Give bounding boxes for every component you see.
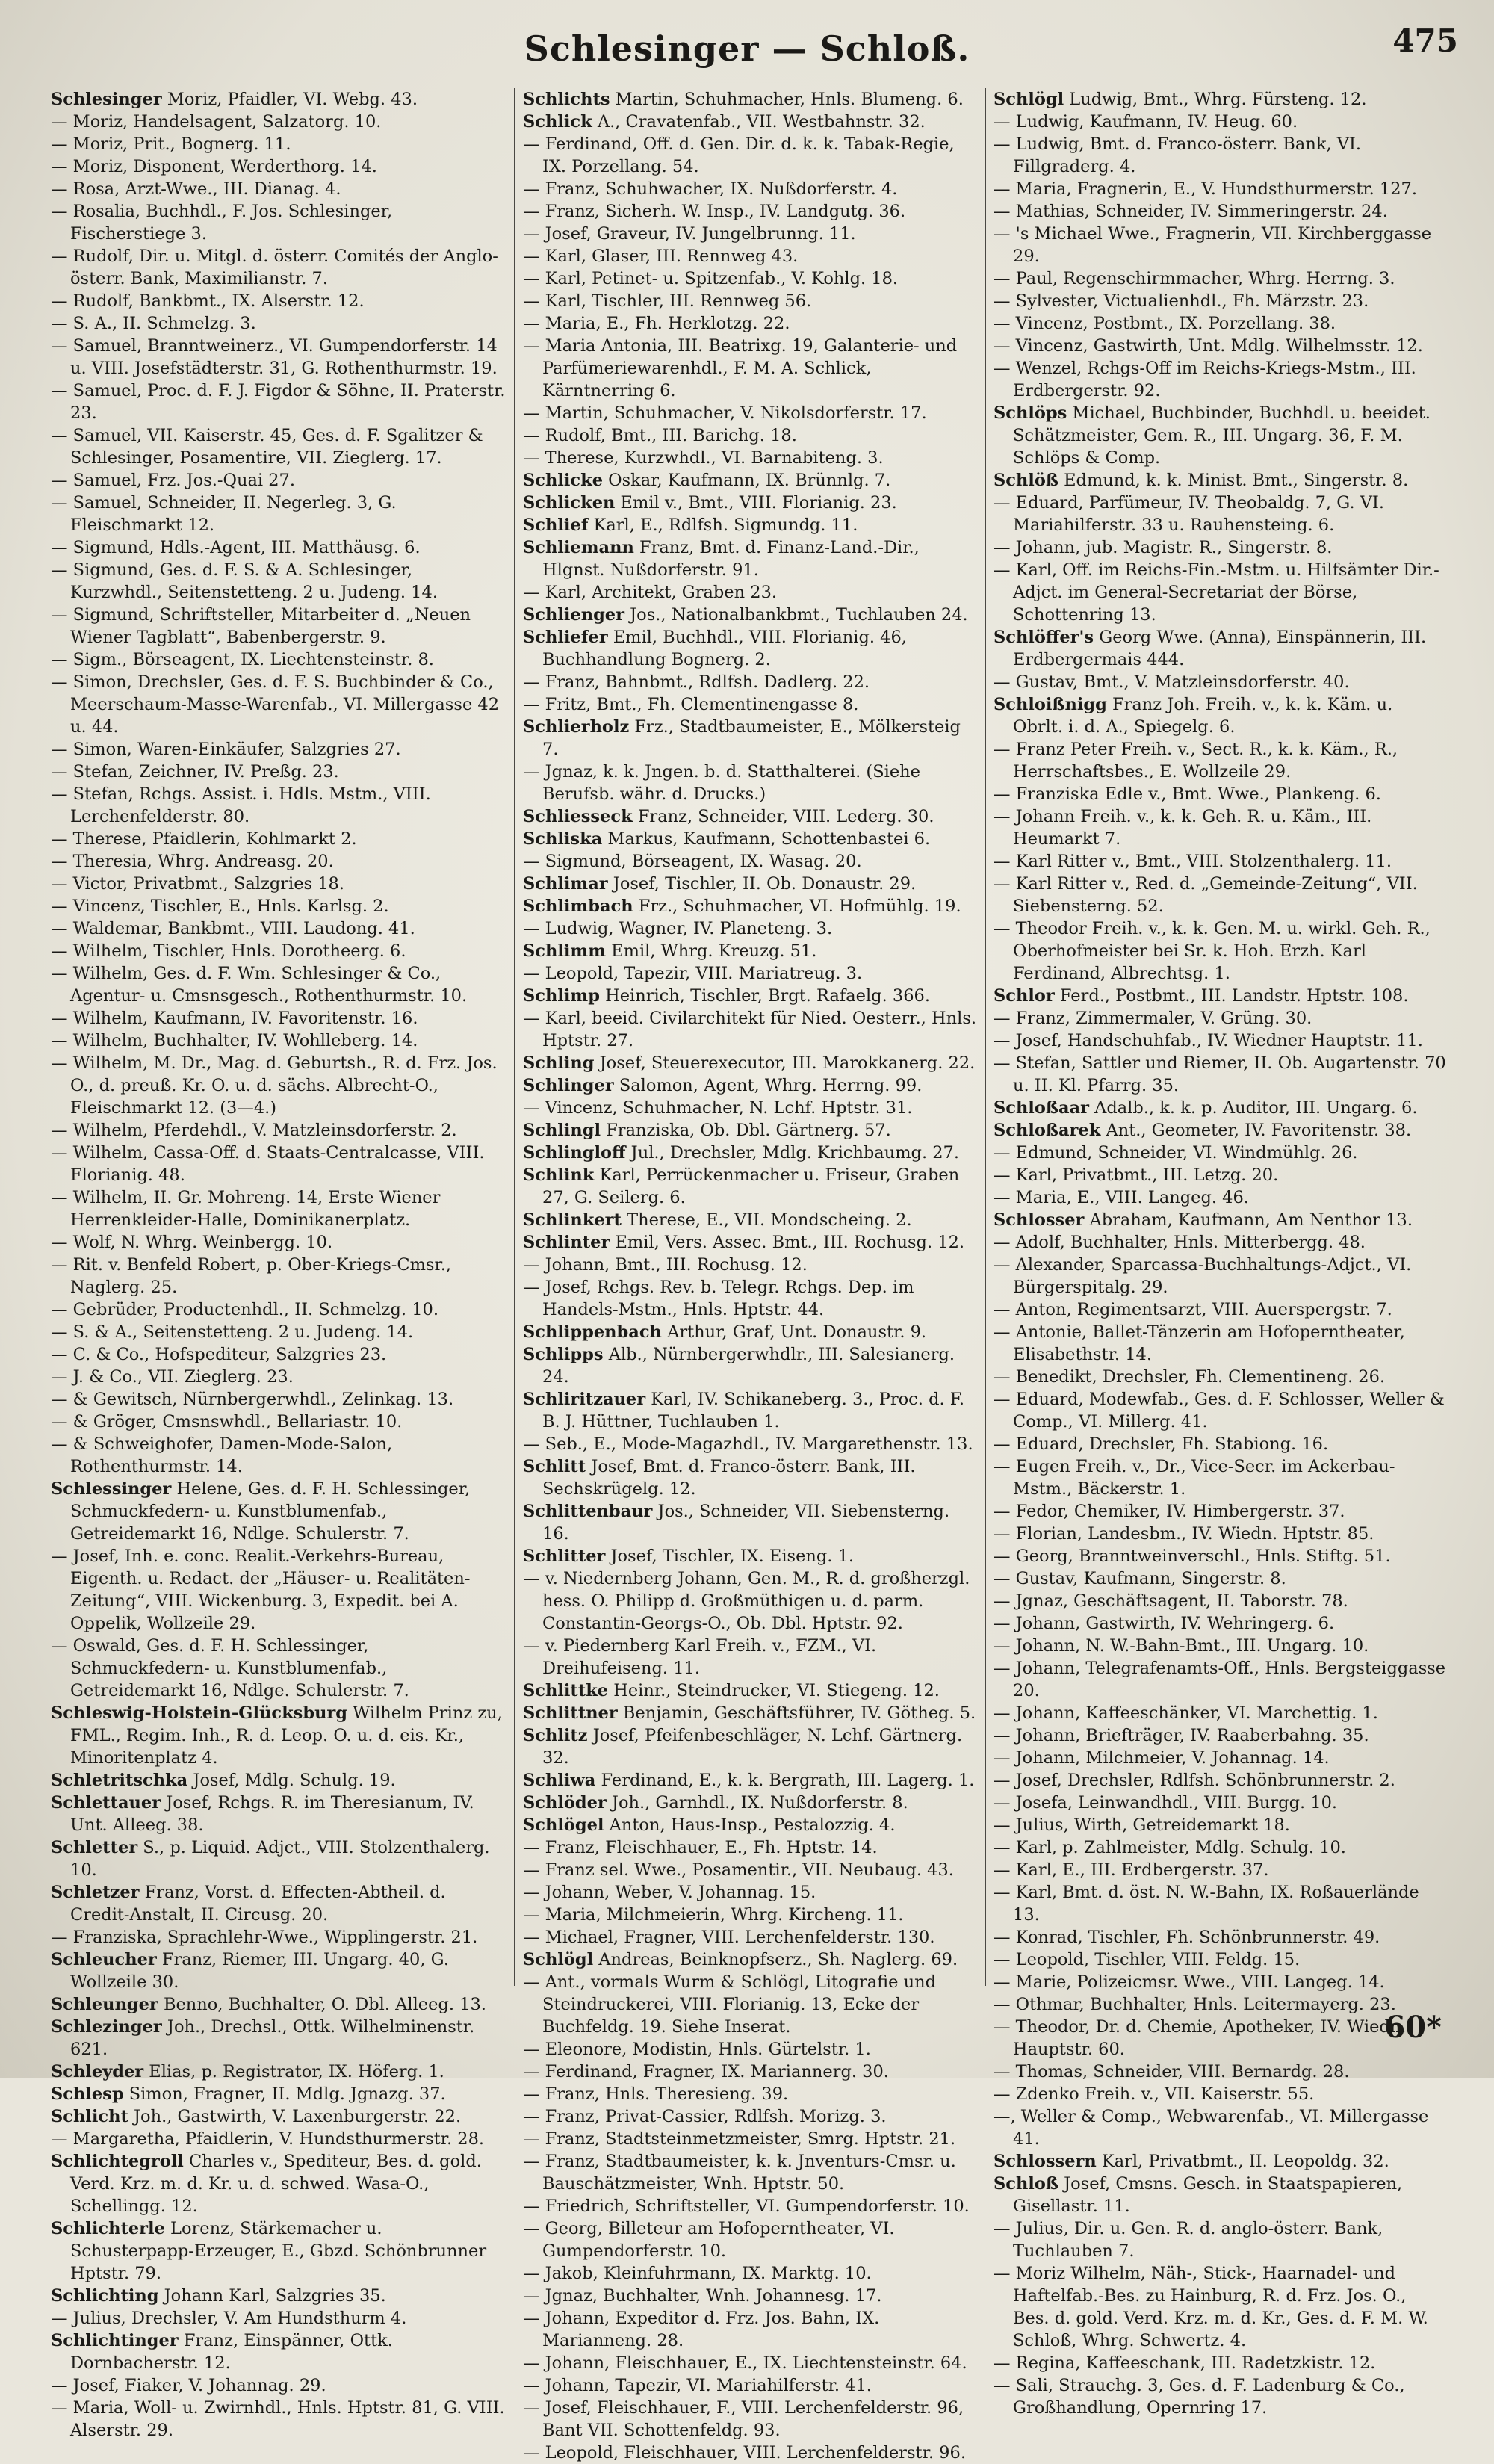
directory-entry: Schlingloff Jul., Drechsler, Mdlg. Krichbaumg. 27.: [523, 1143, 960, 1163]
directory-entry: — Franz, Schuhwacher, IX. Nußdorferstr. 4.: [523, 179, 898, 199]
directory-entry: — Paul, Regenschirmmacher, Whrg. Herrng. 3.: [994, 269, 1395, 288]
directory-entry: Schlicke Oskar, Kaufmann, IX. Brünnlg. 7.: [523, 471, 891, 490]
page-title: Schlesinger — Schloß.: [524, 28, 970, 69]
directory-entry: — Franz Peter Freih. v., Sect. R., k. k. Käm., R., Herrschaftsbes., E. Wollzeile 29.: [994, 740, 1398, 781]
directory-entry: — Mathias, Schneider, IV. Simmeringerstr. 24.: [994, 202, 1388, 221]
directory-entry: — Johann, Briefträger, IV. Raaberbahng. 35.: [994, 1726, 1369, 1745]
directory-entry: — Johann Freih. v., k. k. Geh. R. u. Käm., III. Heumarkt 7.: [994, 807, 1372, 849]
directory-entry: — Georg, Billeteur am Hofoperntheater, VI. Gumpendorferstr. 10.: [523, 2219, 895, 2261]
directory-entry: — Sylvester, Victualienhdl., Fh. Märzstr. 23.: [994, 291, 1369, 311]
directory-entry: — Stefan, Rchgs. Assist. i. Hdls. Mstm., VIII. Lerchenfelderstr. 80.: [51, 784, 431, 826]
directory-entry: Schlick A., Cravatenfab., VII. Westbahnstr. 32.: [523, 112, 926, 131]
directory-entry: — Rudolf, Bankbmt., IX. Alserstr. 12.: [51, 291, 365, 311]
directory-entry: — v. Niedernberg Johann, Gen. M., R. d. großherzgl. hess. O. Philipp d. Großmüthigen u. d. parm. Constantin-Georgs-O., Ob. Dbl. Hptstr. 92.: [523, 1569, 970, 1633]
directory-entry: — Johann, Milchmeier, V. Johannag. 14.: [994, 1748, 1330, 1768]
directory-entry: Schlief Karl, E., Rdlfsh. Sigmundg. 11.: [523, 516, 858, 535]
directory-entry: — Anton, Regimentsarzt, VIII. Auerspergstr. 7.: [994, 1300, 1392, 1319]
directory-entry: — Karl, Glaser, III. Rennweg 43.: [523, 247, 799, 266]
directory-entry: — v. Piedernberg Karl Freih. v., FZM., VI. Dreihufeiseng. 11.: [523, 1636, 877, 1678]
directory-entry: — Franz, Stadtsteinmetzmeister, Smrg. Hptstr. 21.: [523, 2129, 956, 2149]
directory-entry: — Rudolf, Dir. u. Mitgl. d. österr. Comités der Anglo-österr. Bank, Maximilianstr. 7.: [51, 247, 498, 288]
directory-entry: Schlimbach Frz., Schuhmacher, VI. Hofmühlg. 19.: [523, 897, 961, 916]
directory-entry: — S. & A., Seitenstetteng. 2 u. Judeng. 14.: [51, 1322, 414, 1342]
directory-entry: Schlettauer Josef, Rchgs. R. im Theresianum, IV. Unt. Alleeg. 38.: [51, 1793, 474, 1835]
directory-entry: — Marie, Polizeicmsr. Wwe., VIII. Langeg. 14.: [994, 1972, 1385, 1992]
directory-entry: — Maria, Woll- u. Zwirnhdl., Hnls. Hptstr. 81, G. VIII. Alserstr. 29.: [51, 2398, 505, 2440]
directory-entry: Schloß Josef, Cmsns. Gesch. in Staatspapieren, Gisellastr. 11.: [994, 2174, 1403, 2216]
directory-entry: — Franziska Edle v., Bmt. Wwe., Plankeng. 6.: [994, 784, 1381, 804]
directory-entry: — Rosa, Arzt-Wwe., III. Dianag. 4.: [51, 179, 341, 199]
directory-entry: — Therese, Kurzwhdl., VI. Barnabiteng. 3.: [523, 448, 884, 468]
directory-entry: Schliwa Ferdinand, E., k. k. Bergrath, III. Lagerg. 1.: [523, 1771, 975, 1790]
directory-entry: — Wilhelm, Tischler, Hnls. Dorotheerg. 6.: [51, 941, 406, 961]
directory-entry: — Ludwig, Bmt. d. Franco-österr. Bank, VI. Fillgraderg. 4.: [994, 134, 1362, 176]
directory-entry: — & Gewitsch, Nürnbergerwhdl., Zelinkag. 13.: [51, 1390, 454, 1409]
directory-entry: — Gustav, Bmt., V. Matzleinsdorferstr. 40.: [994, 672, 1350, 692]
directory-entry: — Adolf, Buchhalter, Hnls. Mitterbergg. 48.: [994, 1233, 1366, 1252]
directory-entry: — Wilhelm, Kaufmann, IV. Favoritenstr. 16.: [51, 1009, 418, 1028]
directory-entry: Schlögl Andreas, Beinknopfserz., Sh. Naglerg. 69.: [523, 1950, 958, 1969]
directory-entry: Schlosser Abraham, Kaufmann, Am Nenthor 13.: [994, 1210, 1413, 1230]
directory-entry: Schlippenbach Arthur, Graf, Unt. Donaustr. 9.: [523, 1322, 927, 1342]
directory-entry: — Maria, E., VIII. Langeg. 46.: [994, 1188, 1249, 1207]
directory-entry: — Julius, Dir. u. Gen. R. d. anglo-österr. Bank, Tuchlauben 7.: [994, 2219, 1383, 2261]
directory-entry: — Franz, Stadtbaumeister, k. k. Jnventurs-Cmsr. u. Bauschätzmeister, Wnh. Hptstr. 50.: [523, 2152, 956, 2194]
directory-entry: Schlinger Salomon, Agent, Whrg. Herrng. 99.: [523, 1076, 923, 1095]
directory-entry: — Karl, Tischler, III. Rennweg 56.: [523, 291, 812, 311]
directory-entry: — Michael, Fragner, VIII. Lerchenfelderstr. 130.: [523, 1928, 935, 1947]
directory-entry: — Wilhelm, M. Dr., Mag. d. Geburtsh., R. d. Frz. Jos. O., d. preuß. Kr. O. u. d. sächs. Albrecht-O., Fleischmarkt 12. (3—4.): [51, 1053, 498, 1118]
directory-entry: — Karl Ritter v., Bmt., VIII. Stolzenthalerg. 11.: [994, 852, 1392, 871]
directory-entry: — Rit. v. Benfeld Robert, p. Ober-Kriegs-Cmsr., Naglerg. 25.: [51, 1255, 452, 1297]
directory-entry: Schloßaar Adalb., k. k. p. Auditor, III. Ungarg. 6.: [994, 1098, 1418, 1118]
directory-entry: — Regina, Kaffeeschank, III. Radetzkistr. 12.: [994, 2353, 1376, 2373]
directory-entry: — Ludwig, Wagner, IV. Planeteng. 3.: [523, 919, 833, 938]
directory-entry: Schlichterle Lorenz, Stärkemacher u. Schusterpapp-Erzeuger, E., Gbzd. Schönbrunner Hptstr. 79.: [51, 2219, 487, 2283]
directory-entry: Schlienger Jos., Nationalbankbmt., Tuchlauben 24.: [523, 605, 968, 625]
directory-entry: Schlitz Josef, Pfeifenbeschläger, N. Lchf. Gärtnerg. 32.: [523, 1726, 963, 1768]
directory-entry: Schlinter Emil, Vers. Assec. Bmt., III. Rochusg. 12.: [523, 1233, 965, 1252]
directory-entry: — Karl Ritter v., Red. d. „Gemeinde-Zeitung“, VII. Siebensterng. 52.: [994, 874, 1418, 916]
directory-entry: Schlingl Franziska, Ob. Dbl. Gärtnerg. 57.: [523, 1121, 891, 1140]
directory-entry: — Eleonore, Modistin, Hnls. Gürtelstr. 1.: [523, 2040, 871, 2059]
directory-entry: — Karl, E., III. Erdbergerstr. 37.: [994, 1860, 1269, 1880]
directory-entry: — Johann, Expeditor d. Frz. Jos. Bahn, IX. Marianneng. 28.: [523, 2309, 880, 2350]
directory-entry: — Vincenz, Postbmt., IX. Porzellang. 38.: [994, 314, 1336, 333]
directory-entry: — Florian, Landesbm., IV. Wiedn. Hptstr. 85.: [994, 1524, 1374, 1544]
directory-entry: — Ferdinand, Fragner, IX. Mariannerg. 30.: [523, 2062, 889, 2081]
directory-entry: — Karl, p. Zahlmeister, Mdlg. Schulg. 10.: [994, 1838, 1346, 1857]
directory-entry: — Wenzel, Rchgs-Off im Reichs-Kriegs-Mstm., III. Erdbergerstr. 92.: [994, 359, 1416, 400]
directory-entry: Schlesp Simon, Fragner, II. Mdlg. Jgnazg. 37.: [51, 2084, 446, 2104]
directory-entry: Schlitt Josef, Bmt. d. Franco-österr. Bank, III. Sechskrügelg. 12.: [523, 1457, 916, 1499]
directory-entry: — Friedrich, Schriftsteller, VI. Gumpendorferstr. 10.: [523, 2197, 970, 2216]
directory-entry: — J. & Co., VII. Zieglerg. 23.: [51, 1367, 294, 1387]
directory-entry: Schlicht Joh., Gastwirth, V. Laxenburgerstr. 22.: [51, 2107, 462, 2126]
directory-entry: — Johann, Weber, V. Johannag. 15.: [523, 1883, 816, 1902]
directory-entry: — Karl, Bmt. d. öst. N. W.-Bahn, IX. Roßauerlände 13.: [994, 1883, 1419, 1925]
directory-entry: — Johann, jub. Magistr. R., Singerstr. 8.: [994, 538, 1333, 557]
directory-entry: — Julius, Wirth, Getreidemarkt 18.: [994, 1816, 1290, 1835]
directory-entry: Schlessinger Helene, Ges. d. F. H. Schlessinger, Schmuckfedern- u. Kunstblumenfab., Getreidemarkt 16, Ndlge. Schulerstr. 7.: [51, 1479, 471, 1544]
directory-entry: Schlierholz Frz., Stadtbaumeister, E., Mölkersteig 7.: [523, 717, 961, 759]
directory-entry: Schletzer Franz, Vorst. d. Effecten-Abtheil. d. Credit-Anstalt, II. Circusg. 20.: [51, 1883, 446, 1925]
directory-entry: Schlesinger Moriz, Pfaidler, VI. Webg. 43.: [51, 90, 418, 109]
directory-entry: — Gustav, Kaufmann, Singerstr. 8.: [994, 1569, 1286, 1588]
page-header: [0, 18, 1494, 70]
directory-entry: — Samuel, Proc. d. F. J. Figdor & Söhne, II. Praterstr. 23.: [51, 381, 506, 423]
directory-entry: — Wilhelm, Ges. d. F. Wm. Schlesinger & Co., Agentur- u. Cmsnsgesch., Rothenthurmstr. 10.: [51, 964, 468, 1006]
directory-entry: — Oswald, Ges. d. F. H. Schlessinger, Schmuckfedern- u. Kunstblumenfab., Getreidemarkt 16, Ndlge. Schulerstr. 7.: [51, 1636, 409, 1700]
directory-entry: — Wolf, N. Whrg. Weinbergg. 10.: [51, 1233, 333, 1252]
directory-entry: — Stefan, Zeichner, IV. Preßg. 23.: [51, 762, 339, 781]
directory-entry: — Jgnaz, Buchhalter, Wnh. Johannesg. 17.: [523, 2286, 882, 2306]
directory-entry: — Margaretha, Pfaidlerin, V. Hundsthurmerstr. 28.: [51, 2129, 485, 2149]
directory-entry: Schlimp Heinrich, Tischler, Brgt. Rafaelg. 366.: [523, 986, 930, 1006]
directory-entry: Schlichting Johann Karl, Salzgries 35.: [51, 2286, 386, 2306]
directory-entry: — Josef, Rchgs. Rev. b. Telegr. Rchgs. Dep. im Handels-Mstm., Hnls. Hptstr. 44.: [523, 1278, 914, 1319]
directory-entry: — Gebrüder, Productenhdl., II. Schmelzg. 10.: [51, 1300, 439, 1319]
column-3: [985, 88, 1455, 2418]
directory-entry: — Leopold, Tapezir, VIII. Mariatreug. 3.: [523, 964, 863, 983]
directory-entry: — Wilhelm, Buchhalter, IV. Wohlleberg. 14.: [51, 1031, 418, 1050]
directory-entry: Schliritzauer Karl, IV. Schikaneberg. 3., Proc. d. F. B. J. Hüttner, Tuchlauben 1.: [523, 1390, 965, 1431]
directory-entry: — Eduard, Parfümeur, IV. Theobaldg. 7, G. VI. Mariahilferstr. 33 u. Rauhensteing. 6.: [994, 493, 1385, 535]
directory-entry: Schlossern Karl, Privatbmt., II. Leopoldg. 32.: [994, 2152, 1389, 2171]
directory-entry: — Sigmund, Börseagent, IX. Wasag. 20.: [523, 852, 862, 871]
directory-entry: — Maria, Milchmeierin, Whrg. Kircheng. 11.: [523, 1905, 904, 1925]
directory-entry: Schlink Karl, Perrückenmacher u. Friseur, Graben 27, G. Seilerg. 6.: [523, 1166, 960, 1207]
directory-entry: Schletter S., p. Liquid. Adjct., VIII. Stolzenthalerg. 10.: [51, 1838, 490, 1880]
directory-entry: — Antonie, Ballet-Tänzerin am Hofoperntheater, Elisabethstr. 14.: [994, 1322, 1405, 1364]
directory-entry: — Wilhelm, Pferdehdl., V. Matzleinsdorferstr. 2.: [51, 1121, 457, 1140]
directory-entry: Schlittner Benjamin, Geschäftsführer, IV. Götheg. 5.: [523, 1703, 976, 1723]
directory-entry: Schlögl Ludwig, Bmt., Whrg. Fürsteng. 12.: [994, 90, 1367, 109]
directory-entry: — Samuel, VII. Kaiserstr. 45, Ges. d. F. Sgalitzer & Schlesinger, Posamentire, VII. Zieglerg. 17.: [51, 426, 483, 468]
directory-entry: — Julius, Drechsler, V. Am Hundsthurm 4.: [51, 2309, 407, 2328]
directory-entry: — Seb., E., Mode-Magazhdl., IV. Margarethenstr. 13.: [523, 1434, 973, 1454]
directory-entry: Schliefer Emil, Buchhdl., VIII. Florianig. 46, Buchhandlung Bognerg. 2.: [523, 628, 907, 669]
directory-entry: — Josef, Fleischhauer, F., VIII. Lerchenfelderstr. 96, Bant VII. Schottenfeldg. 93.: [523, 2398, 964, 2440]
directory-entry: Schlöps Michael, Buchbinder, Buchhdl. u. beeidet. Schätzmeister, Gem. R., III. Ungarg. 36, F. M. Schlöps & Comp.: [994, 403, 1431, 468]
directory-entry: — Moriz, Handelsagent, Salzatorg. 10.: [51, 112, 382, 131]
directory-entry: — Edmund, Schneider, VI. Windmühlg. 26.: [994, 1143, 1358, 1163]
directory-entry: — Johann, Kaffeeschänker, VI. Marchettig. 1.: [994, 1703, 1378, 1723]
directory-entry: — Maria Antonia, III. Beatrixg. 19, Galanterie- und Parfümeriewarenhdl., F. M. A. Schlick, Kärntnerring 6.: [523, 336, 958, 400]
directory-entry: — Sigmund, Hdls.-Agent, III. Matthäusg. 6.: [51, 538, 421, 557]
directory-entry: — Leopold, Fleischhauer, VIII. Lerchenfelderstr. 96.: [523, 2443, 966, 2463]
directory-entry: — Johann, Bmt., III. Rochusg. 12.: [523, 1255, 808, 1275]
directory-entry: — Johann, Fleischhauer, E., IX. Liechtensteinstr. 64.: [523, 2353, 967, 2373]
directory-entry: — Moriz, Disponent, Werderthorg. 14.: [51, 157, 377, 176]
directory-entry: — C. & Co., Hofspediteur, Salzgries 23.: [51, 1345, 387, 1364]
directory-entry: — Franz, Hnls. Theresieng. 39.: [523, 2084, 789, 2104]
directory-entry: — Karl, beeid. Civilarchitekt für Nied. Oesterr., Hnls. Hptstr. 27.: [523, 1009, 977, 1050]
directory-entry: Schliemann Franz, Bmt. d. Finanz-Land.-Dir., Hlgnst. Nußdorferstr. 91.: [523, 538, 920, 580]
directory-entry: — Victor, Privatbmt., Salzgries 18.: [51, 874, 345, 894]
directory-entry: Schlögel Anton, Haus-Insp., Pestalozzig. 4.: [523, 1816, 896, 1835]
directory-entry: — Moriz Wilhelm, Näh-, Stick-, Haarnadel- und Haftelfab.-Bes. zu Hainburg, R. d. Frz. Jos. O., Bes. d. gold. Verd. Krz. m. d. Kr., Ges. d. F. M. W. Schloß, Whrg. Schwertz. 4.: [994, 2264, 1428, 2350]
page-number: 475: [1392, 22, 1458, 59]
directory-entry: — Wilhelm, II. Gr. Mohreng. 14, Erste Wiener Herrenkleider-Halle, Dominikanerplatz.: [51, 1188, 441, 1230]
directory-entry: Schliesseck Franz, Schneider, VIII. Lederg. 30.: [523, 807, 934, 826]
directory-entry: Schlichts Martin, Schuhmacher, Hnls. Blumeng. 6.: [523, 90, 964, 109]
directory-entry: Schleucher Franz, Riemer, III. Ungarg. 40, G. Wollzeile 30.: [51, 1950, 449, 1992]
directory-entry: — Theresia, Whrg. Andreasg. 20.: [51, 852, 334, 871]
directory-entry: — Moriz, Prit., Bognerg. 11.: [51, 134, 291, 154]
directory-entry: — Theodor, Dr. d. Chemie, Apotheker, IV. Wiedn. Hauptstr. 60.: [994, 2017, 1407, 2059]
directory-entry: Schlinkert Therese, E., VII. Mondscheing. 2.: [523, 1210, 912, 1230]
directory-entry: — Theodor Freih. v., k. k. Gen. M. u. wirkl. Geh. R., Oberhofmeister bei Sr. k. Hoh. Erzh. Karl Ferdinand, Albrechtsg. 1.: [994, 919, 1431, 983]
directory-entry: — Sali, Strauchg. 3, Ges. d. F. Ladenburg & Co., Großhandlung, Opernring 17.: [994, 2376, 1405, 2418]
directory-entry: — Josef, Graveur, IV. Jungelbrunng. 11.: [523, 224, 856, 244]
directory-entry: Schleyder Elias, p. Registrator, IX. Höferg. 1.: [51, 2062, 444, 2081]
directory-entry: — Ferdinand, Off. d. Gen. Dir. d. k. k. Tabak-Regie, IX. Porzellang. 54.: [523, 134, 955, 176]
directory-entry: Schlitter Josef, Tischler, IX. Eiseng. 1.: [523, 1547, 855, 1566]
directory-entry: Schlichtinger Franz, Einspänner, Ottk. Dornbacherstr. 12.: [51, 2331, 393, 2373]
directory-entry: — 's Michael Wwe., Fragnerin, VII. Kirchberggasse 29.: [994, 224, 1432, 266]
directory-entry: Schlimm Emil, Whrg. Kreuzg. 51.: [523, 941, 817, 961]
directory-entry: — Josef, Inh. e. conc. Realit.-Verkehrs-Bureau, Eigenth. u. Redact. der „Häuser- u. Realitäten-Zeitung“, VIII. Wickenburg. 3, Expedit. bei A. Oppelik, Wollzeile 29.: [51, 1547, 471, 1633]
directory-entry: Schlittenbaur Jos., Schneider, VII. Siebensterng. 16.: [523, 1502, 950, 1544]
directory-columns: [43, 88, 1455, 2463]
directory-entry: Schlicken Emil v., Bmt., VIII. Florianig. 23.: [523, 493, 897, 513]
directory-entry: Schlor Ferd., Postbmt., III. Landstr. Hptstr. 108.: [994, 986, 1409, 1006]
printer-signature: 60*: [1384, 2010, 1442, 2045]
directory-entry: — Jakob, Kleinfuhrmann, IX. Marktg. 10.: [523, 2264, 872, 2283]
directory-entry: Schleswig-Holstein-Glücksburg Wilhelm Prinz zu, FML., Regim. Inh., R. d. Leop. O. u. d. eis. Kr., Minoritenplatz 4.: [51, 1703, 503, 1768]
directory-entry: — Franz sel. Wwe., Posamentir., VII. Neubaug. 43.: [523, 1860, 954, 1880]
directory-entry: — Josef, Fiaker, V. Johannag. 29.: [51, 2376, 326, 2395]
directory-entry: — Johann, N. W.-Bahn-Bmt., III. Ungarg. 10.: [994, 1636, 1369, 1656]
directory-entry: Schletritschka Josef, Mdlg. Schulg. 19.: [51, 1771, 396, 1790]
directory-entry: — Karl, Petinet- u. Spitzenfab., V. Kohlg. 18.: [523, 269, 899, 288]
directory-entry: Schlittke Heinr., Steindrucker, VI. Stiegeng. 12.: [523, 1681, 940, 1700]
directory-entry: — Eugen Freih. v., Dr., Vice-Secr. im Ackerbau-Mstm., Bäckerstr. 1.: [994, 1457, 1395, 1499]
directory-entry: Schloßarek Ant., Geometer, IV. Favoritenstr. 38.: [994, 1121, 1412, 1140]
directory-entry: — Fritz, Bmt., Fh. Clementinengasse 8.: [523, 695, 859, 714]
directory-entry: — Eduard, Modewfab., Ges. d. F. Schlosser, Weller & Comp., VI. Millerg. 41.: [994, 1390, 1445, 1431]
directory-entry: — Franz, Zimmermaler, V. Grüng. 30.: [994, 1009, 1312, 1028]
directory-entry: — Waldemar, Bankbmt., VIII. Laudong. 41.: [51, 919, 415, 938]
column-2: [514, 88, 985, 2463]
directory-entry: — Rudolf, Bmt., III. Barichg. 18.: [523, 426, 797, 445]
directory-entry: — Josef, Handschuhfab., IV. Wiedner Hauptstr. 11.: [994, 1031, 1423, 1050]
directory-entry: — Ludwig, Kaufmann, IV. Heug. 60.: [994, 112, 1298, 131]
directory-entry: — Simon, Drechsler, Ges. d. F. S. Buchbinder & Co., Meerschaum-Masse-Warenfab., VI. Millergasse 42 u. 44.: [51, 672, 500, 737]
directory-entry: — Sigmund, Ges. d. F. S. & A. Schlesinger, Kurzwhdl., Seitenstetteng. 2 u. Judeng. 14.: [51, 560, 438, 602]
directory-entry: — Benedikt, Drechsler, Fh. Clementineng. 26.: [994, 1367, 1386, 1387]
directory-entry: Schling Josef, Steuerexecutor, III. Marokkanerg. 22.: [523, 1053, 976, 1073]
directory-entry: Schloißnigg Franz Joh. Freih. v., k. k. Käm. u. Obrlt. i. d. A., Spiegelg. 6.: [994, 695, 1393, 737]
directory-entry: — Sigmund, Schriftsteller, Mitarbeiter d. „Neuen Wiener Tagblatt“, Babenbergerstr. 9.: [51, 605, 471, 647]
directory-entry: — S. A., II. Schmelzg. 3.: [51, 314, 256, 333]
directory-entry: — Johann, Telegrafenamts-Off., Hnls. Bergsteiggasse 20.: [994, 1659, 1446, 1700]
directory-entry: Schlöder Joh., Garnhdl., IX. Nußdorferstr. 8.: [523, 1793, 908, 1813]
directory-entry: — Maria, E., Fh. Herklotzg. 22.: [523, 314, 790, 333]
directory-entry: — Franz, Sicherh. W. Insp., IV. Landgutg. 36.: [523, 202, 906, 221]
directory-entry: — Thomas, Schneider, VIII. Bernardg. 28.: [994, 2062, 1350, 2081]
directory-entry: — Franziska, Sprachlehr-Wwe., Wipplingerstr. 21.: [51, 1928, 478, 1947]
directory-entry: Schlöß Edmund, k. k. Minist. Bmt., Singerstr. 8.: [994, 471, 1409, 490]
directory-entry: — Wilhelm, Cassa-Off. d. Staats-Centralcasse, VIII. Florianig. 48.: [51, 1143, 485, 1185]
directory-entry: — Samuel, Schneider, II. Negerleg. 3, G. Fleischmarkt 12.: [51, 493, 397, 535]
directory-entry: — Martin, Schuhmacher, V. Nikolsdorferstr. 17.: [523, 403, 927, 423]
directory-entry: — Franz, Bahnbmt., Rdlfsh. Dadlerg. 22.: [523, 672, 870, 692]
directory-entry: — Therese, Pfaidlerin, Kohlmarkt 2.: [51, 829, 357, 849]
directory-entry: Schlipps Alb., Nürnbergerwhdlr., III. Salesianerg. 24.: [523, 1345, 955, 1387]
directory-entry: — Sigm., Börseagent, IX. Liechtensteinstr. 8.: [51, 650, 434, 669]
directory-entry: — & Gröger, Cmsnswhdl., Bellariastr. 10.: [51, 1412, 403, 1431]
directory-entry: — Leopold, Tischler, VIII. Feldg. 15.: [994, 1950, 1301, 1969]
directory-entry: Schlöffer's Georg Wwe. (Anna), Einspännerin, III. Erdbergermais 444.: [994, 628, 1427, 669]
directory-entry: — Samuel, Frz. Jos.-Quai 27.: [51, 471, 295, 490]
directory-entry: — Josefa, Leinwandhdl., VIII. Burgg. 10.: [994, 1793, 1338, 1813]
directory-entry: — Zdenko Freih. v., VII. Kaiserstr. 55.: [994, 2084, 1315, 2104]
directory-entry: — Karl, Architekt, Graben 23.: [523, 583, 778, 602]
directory-entry: Schliska Markus, Kaufmann, Schottenbastei 6.: [523, 829, 931, 849]
directory-entry: — Vincenz, Schuhmacher, N. Lchf. Hptstr. 31.: [523, 1098, 913, 1118]
directory-entry: —, Weller & Comp., Webwarenfab., VI. Millergasse 41.: [994, 2107, 1429, 2149]
directory-entry: — Vincenz, Tischler, E., Hnls. Karlsg. 2.: [51, 897, 389, 916]
directory-entry: — Maria, Fragnerin, E., V. Hundsthurmerstr. 127.: [994, 179, 1418, 199]
directory-entry: — Othmar, Buchhalter, Hnls. Leitermayerg. 23.: [994, 1995, 1396, 2014]
directory-entry: — Konrad, Tischler, Fh. Schönbrunnerstr. 49.: [994, 1928, 1380, 1947]
directory-entry: — Johann, Gastwirth, IV. Wehringerg. 6.: [994, 1614, 1335, 1633]
directory-entry: — Josef, Drechsler, Rdlfsh. Schönbrunnerstr. 2.: [994, 1771, 1395, 1790]
directory-entry: — Eduard, Drechsler, Fh. Stabiong. 16.: [994, 1434, 1329, 1454]
directory-entry: — Rosalia, Buchhdl., F. Jos. Schlesinger, Fischerstiege 3.: [51, 202, 393, 244]
column-1: [43, 88, 514, 2440]
directory-entry: — Ant., vormals Wurm & Schlögl, Litografie und Steindruckerei, VIII. Florianig. 13, Ecke der Buchfeldg. 19. Siehe Inserat.: [523, 1972, 936, 2037]
directory-entry: — Franz, Fleischhauer, E., Fh. Hptstr. 14.: [523, 1838, 878, 1857]
directory-entry: — Simon, Waren-Einkäufer, Salzgries 27.: [51, 740, 401, 759]
directory-entry: — Fedor, Chemiker, IV. Himbergerstr. 37.: [994, 1502, 1345, 1521]
directory-entry: Schlezinger Joh., Drechsl., Ottk. Wilhelminenstr. 621.: [51, 2017, 475, 2059]
directory-entry: Schlichtegroll Charles v., Spediteur, Bes. d. gold. Verd. Krz. m. d. Kr. u. d. schwed. Wasa-O., Schellingg. 12.: [51, 2152, 482, 2216]
directory-entry: Schleunger Benno, Buchhalter, O. Dbl. Alleeg. 13.: [51, 1995, 486, 2014]
directory-entry: — Samuel, Branntweinerz., VI. Gumpendorferstr. 14 u. VIII. Josefstädterstr. 31, G. Rothenthurmstr. 19.: [51, 336, 498, 378]
directory-entry: — Stefan, Sattler und Riemer, II. Ob. Augartenstr. 70 u. II. Kl. Pfarrg. 35.: [994, 1053, 1446, 1095]
directory-entry: — Alexander, Sparcassa-Buchhaltungs-Adjct., VI. Bürgerspitalg. 29.: [994, 1255, 1412, 1297]
directory-entry: — Georg, Branntweinverschl., Hnls. Stiftg. 51.: [994, 1547, 1391, 1566]
directory-entry: — Karl, Privatbmt., III. Letzg. 20.: [994, 1166, 1279, 1185]
directory-entry: — Jgnaz, k. k. Jngen. b. d. Statthalterei. (Siehe Berufsb. währ. d. Drucks.): [523, 762, 920, 804]
directory-entry: — Karl, Off. im Reichs-Fin.-Mstm. u. Hilfsämter Dir.-Adjct. im General-Secretariat der Börse, Schottenring 13.: [994, 560, 1439, 625]
directory-entry: — Jgnaz, Geschäftsagent, II. Taborstr. 78.: [994, 1591, 1348, 1611]
directory-entry: — Johann, Tapezir, VI. Mariahilferstr. 41.: [523, 2376, 872, 2395]
directory-entry: Schlimar Josef, Tischler, II. Ob. Donaustr. 29.: [523, 874, 917, 894]
directory-entry: — Vincenz, Gastwirth, Unt. Mdlg. Wilhelmsstr. 12.: [994, 336, 1423, 356]
directory-entry: — & Schweighofer, Damen-Mode-Salon, Rothenthurmstr. 14.: [51, 1434, 393, 1476]
directory-entry: — Franz, Privat-Cassier, Rdlfsh. Morizg. 3.: [523, 2107, 887, 2126]
